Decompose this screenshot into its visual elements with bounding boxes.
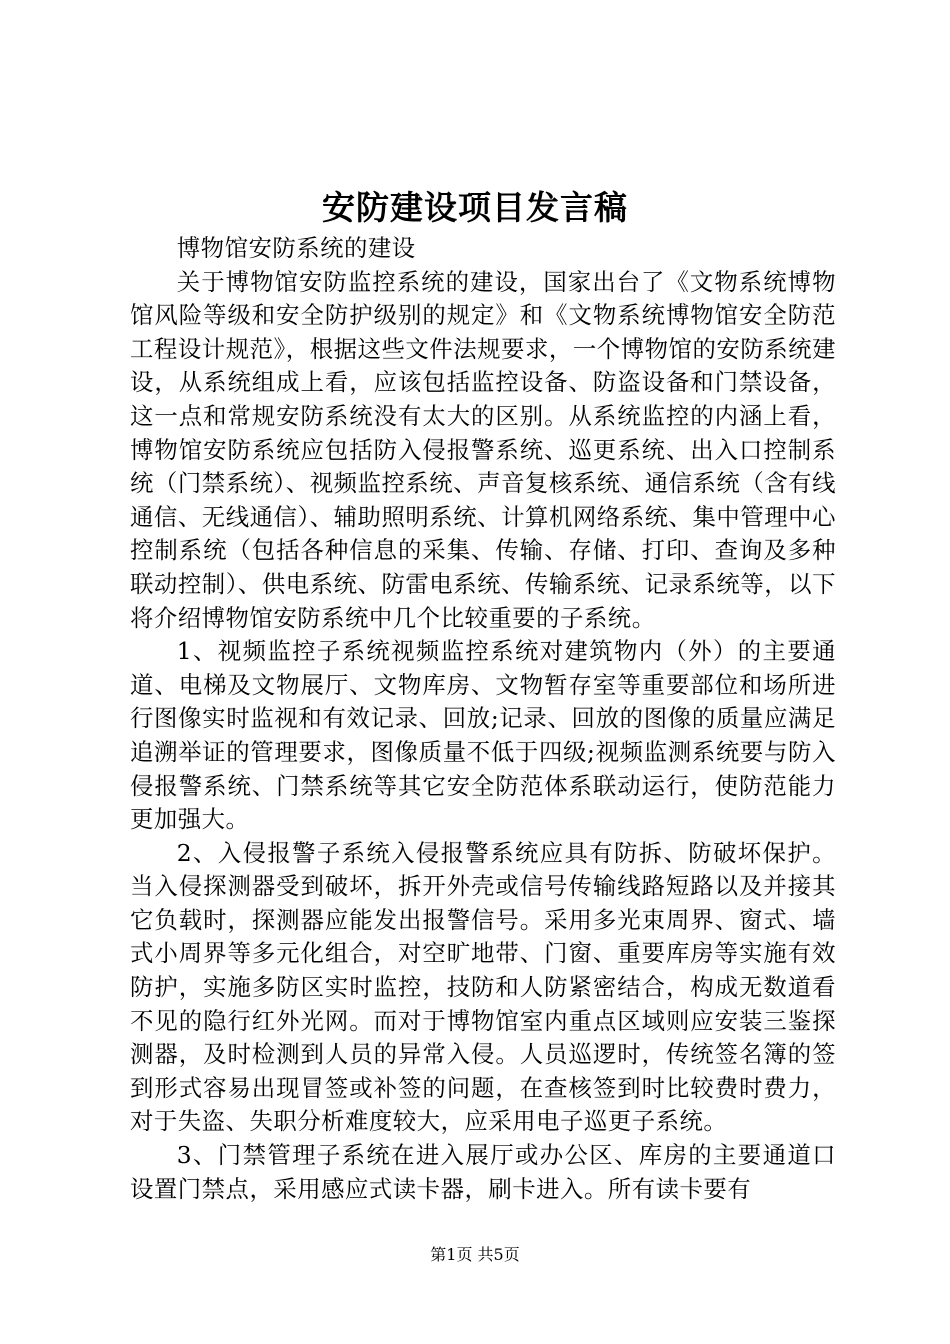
paragraph: 2、入侵报警子系统入侵报警系统应具有防拆、防破坏保护。当入侵探测器受到破坏，拆开外壳或信号传输线路短路以及并接其它负载时，探测器应能发出报警信号。采用多光束周界、窗式、墙式小周界等多元化组合，对空旷地带、门窗、重要库房等实施有效防护，实施多防区实时监控，技防和人防紧密结合，构成无数道看不见的隐行红外光网。而对于博物馆室内重点区域则应安装三鉴探测器，及时检测到人员的异常入侵。人员巡逻时，传统签名簿的签到形式容易出现冒签或补签的问题，在查核签到时比较费时费力，对于失盗、失职分析难度较大，应采用电子巡更子系统。: [130, 838, 836, 1136]
paragraph: 1、视频监控子系统视频监控系统对建筑物内（外）的主要通道、电梯及文物展厅、文物库房、文物暂存室等重要部位和场所进行图像实时监视和有效记录、回放;记录、回放的图像的质量应满足追溯举证的管理要求，图像质量不低于四级;视频监测系统要与防入侵报警系统、门禁系统等其它安全防范体系联动运行，使防范能力更加强大。: [130, 637, 836, 834]
paragraph: 关于博物馆安防监控系统的建设，国家出台了《文物系统博物馆风险等级和安全防护级别的规定》和《文物系统博物馆安全防范工程设计规范》，根据这些文件法规要求，一个博物馆的安防系统建设，从系统组成上看，应该包括监控设备、防盗设备和门禁设备，这一点和常规安防系统没有太大的区别。从系统监控的内涵上看，博物馆安防系统应包括防入侵报警系统、巡更系统、出入口控制系统（门禁系统）、视频监控系统、声音复核系统、通信系统（含有线通信、无线通信）、辅助照明系统、计算机网络系统、集中管理中心控制系统（包括各种信息的采集、传输、存储、打印、查询及多种联动控制）、供电系统、防雷电系统、传输系统、记录系统等，以下将介绍博物馆安防系统中几个比较重要的子系统。: [130, 267, 836, 632]
document-body: [130, 232, 836, 1206]
document-title: 安防建设项目发言稿: [322, 188, 628, 227]
paragraph-heading: 博物馆安防系统的建设: [176, 234, 416, 262]
paragraph: 3、门禁管理子系统在进入展厅或办公区、库房的主要通道口设置门禁点，采用感应式读卡器，刷卡进入。所有读卡要有: [130, 1141, 836, 1203]
page-number-footer: 第1页 共5页: [430, 1245, 520, 1264]
